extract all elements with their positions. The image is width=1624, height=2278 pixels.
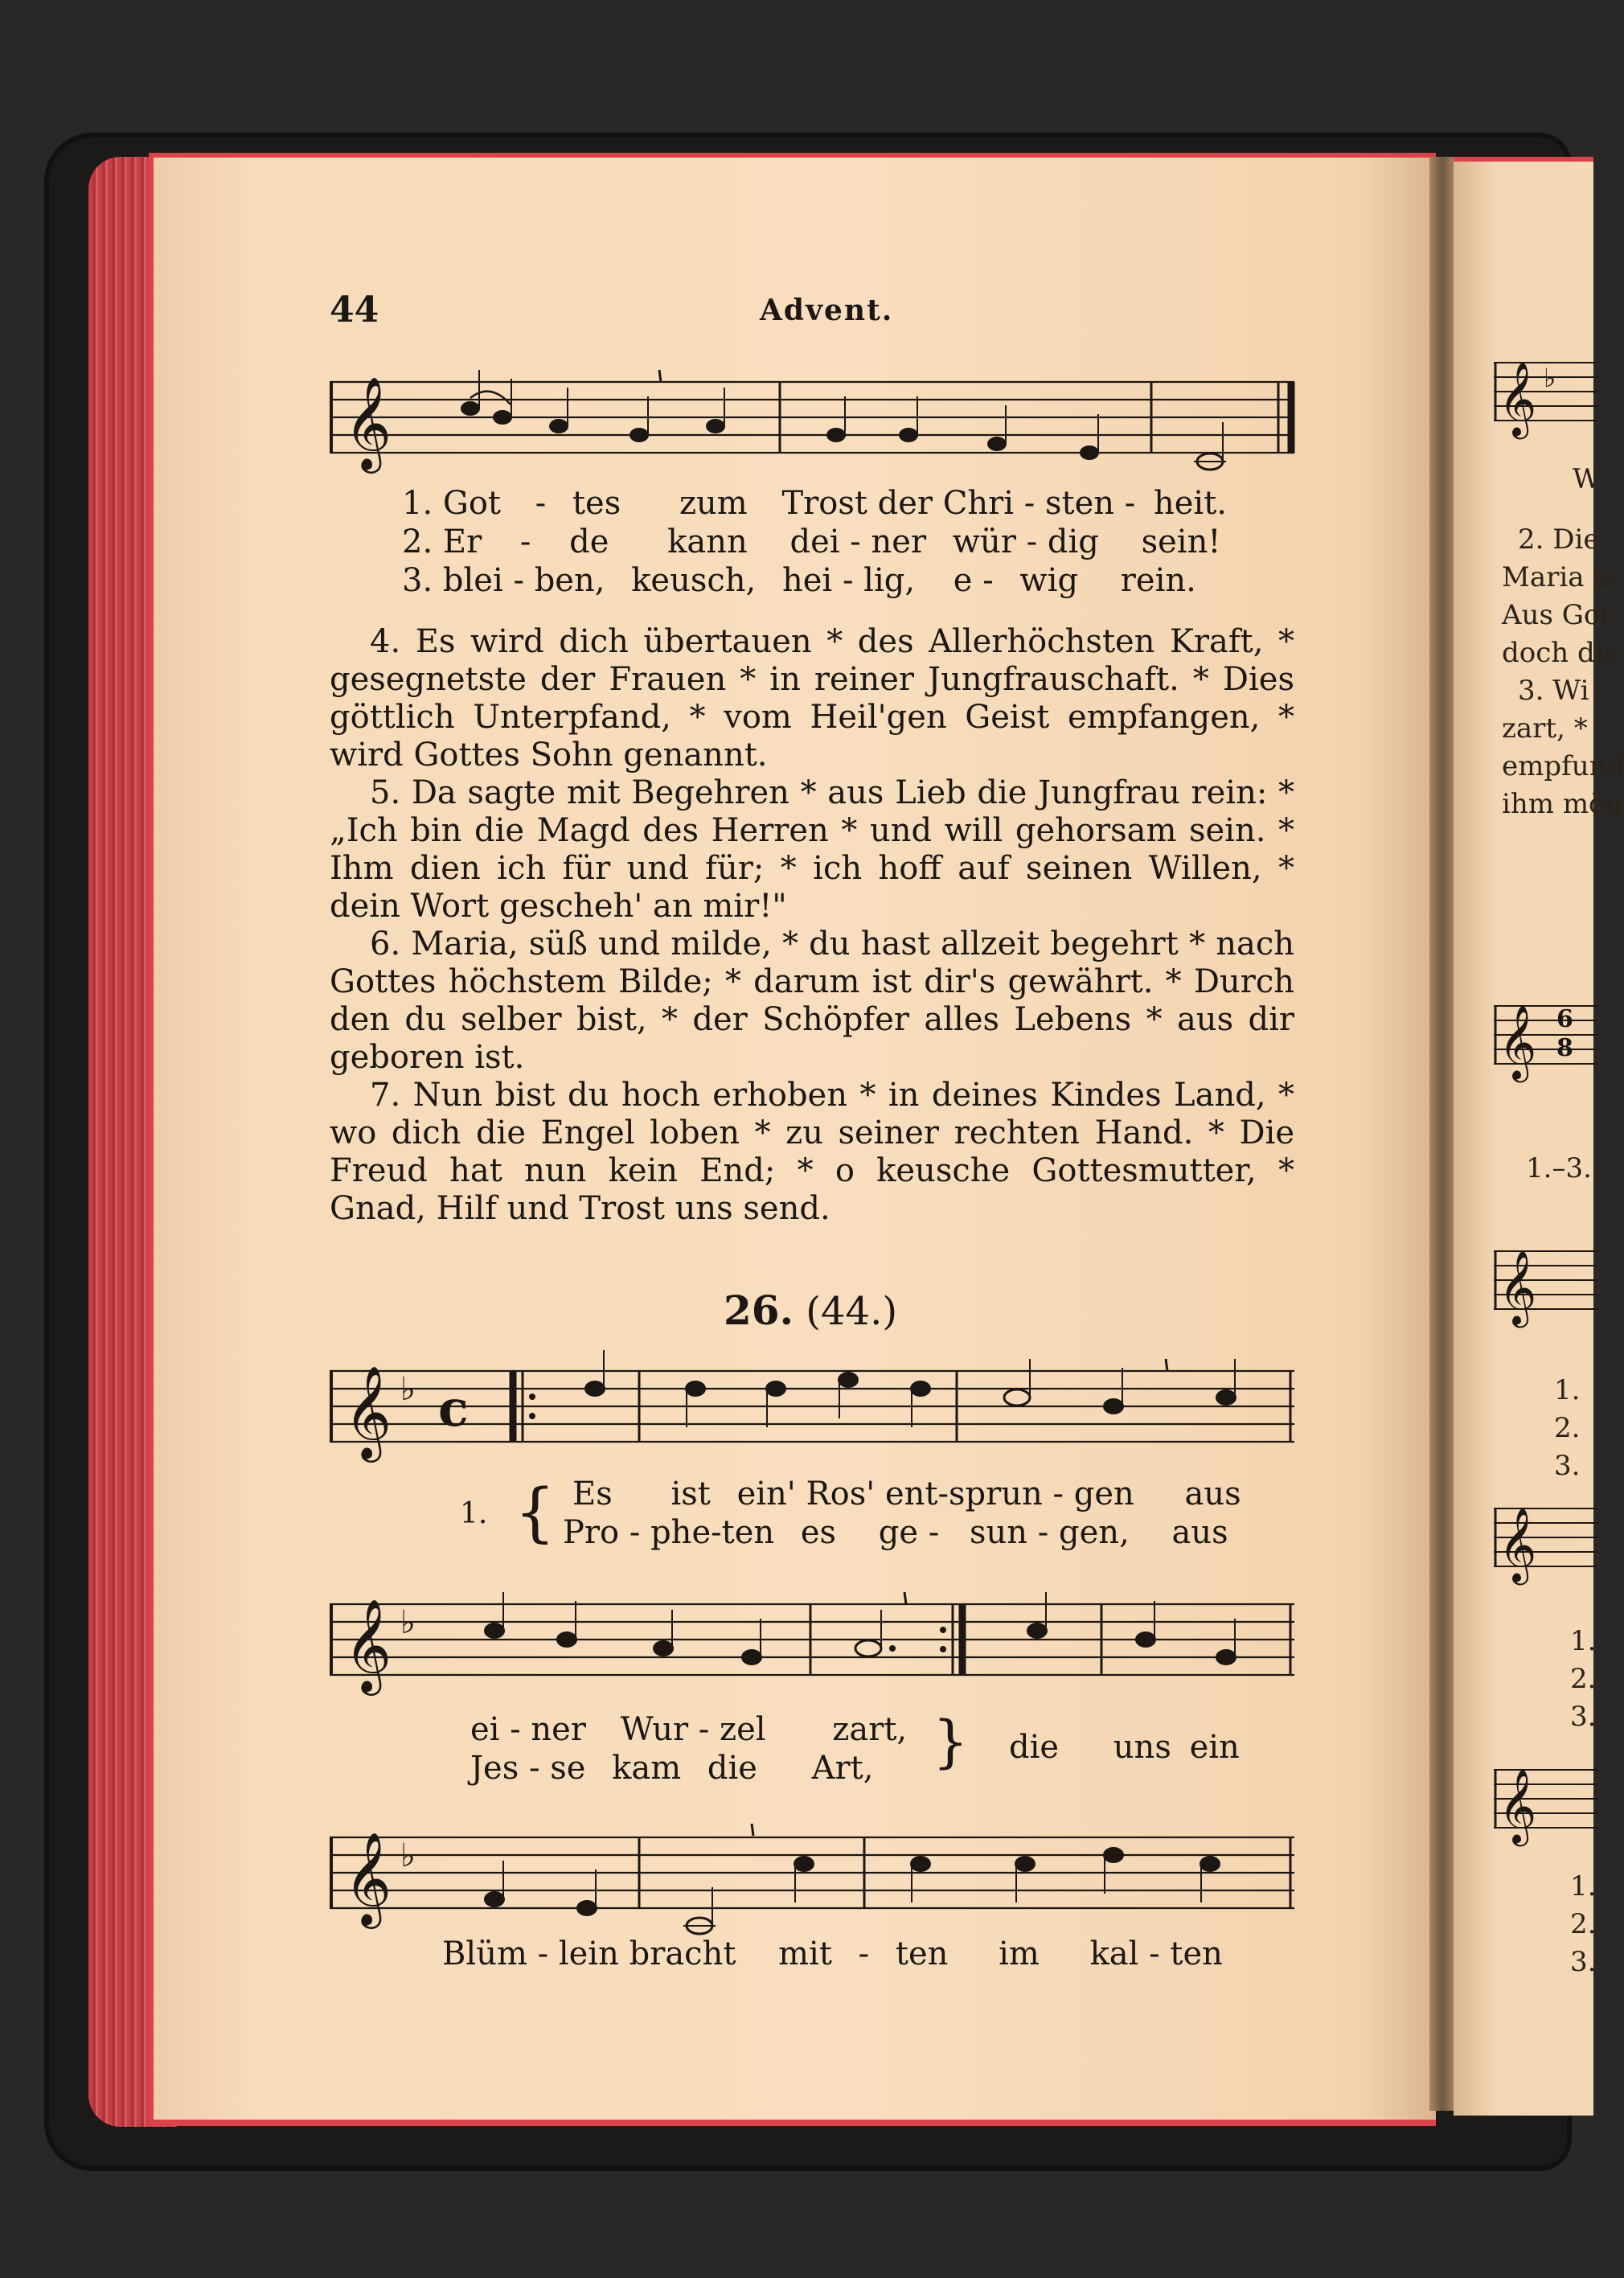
svg-text:c: c <box>438 1379 469 1438</box>
lyric-line-sys2-top: ei - ner Wur - zel zart, <box>470 1711 908 1748</box>
svg-text:♭: ♭ <box>400 1371 416 1408</box>
verse-label: 1. <box>460 1497 488 1530</box>
page-title: Advent. <box>760 293 894 327</box>
lyric-line-2: 2. Er - de kann dei - ner wür - dig sein! <box>402 523 1221 560</box>
svg-text:𝄞: 𝄞 <box>1499 1507 1537 1582</box>
right-staff-5 <box>1494 1762 1598 1842</box>
svg-text:♭: ♭ <box>1544 363 1556 393</box>
right-staff-3 <box>1494 1243 1598 1324</box>
lyric-line-sys3: Blüm - lein bracht mit - ten im kal - ten <box>442 1935 1223 1972</box>
lyric-line-sys1-bottom: Pro - phe-ten es ge - sun - gen, aus <box>563 1514 1228 1551</box>
music-staff-hymn25 <box>330 366 1302 495</box>
svg-text:6: 6 <box>1556 1005 1573 1033</box>
verse-4: 4. Es wird dich übertauen * des Allerhöchsten Kraft, * gesegnetste der Frauen * in reiner Jungfrauschaft. * Dies göttlich Unterpfand, * vom Heil'gen Geist empfangen, * wird Gottes Sohn genannt. <box>330 623 1294 774</box>
right-staff-4 <box>1494 1500 1598 1581</box>
svg-text:𝄞: 𝄞 <box>344 1598 392 1692</box>
lyric-line-1: 1. Got - tes zum Trost der Chri - sten - heit. <box>402 485 1228 522</box>
music-staff-hymn26-system-1 <box>330 1355 1302 1467</box>
verse-5: 5. Da sagte mit Begehren * aus Lieb die Jungfrau rein: * „Ich bin die Magd des Herren * und will gehorsam sein. * Ihm dien ich für und für; * ich hoff auf seinen Willen, * dein Wort gescheh' an mir!" <box>330 774 1294 925</box>
svg-text:♭: ♭ <box>400 1604 416 1641</box>
svg-text:𝄞: 𝄞 <box>1499 1768 1537 1843</box>
lyric-brace-closing: } <box>933 1709 969 1775</box>
svg-text:𝄞: 𝄞 <box>1499 1004 1537 1079</box>
right-staff-1 <box>1494 355 1598 435</box>
right-staff-2 <box>1494 998 1598 1078</box>
music-staff-hymn26-system-2 <box>330 1588 1302 1701</box>
svg-text:8: 8 <box>1556 1034 1573 1062</box>
svg-text:𝄞: 𝄞 <box>344 1365 392 1459</box>
svg-text:𝄞: 𝄞 <box>344 376 392 470</box>
book-gutter <box>1429 157 1455 2111</box>
lyric-brace: { <box>515 1475 556 1549</box>
lyric-line-sys2-tail: die uns ein <box>1009 1729 1240 1766</box>
svg-text:𝄞: 𝄞 <box>344 1831 392 1925</box>
right-page-fragment: 𝄞 ♭ W 2. Die Maria is Aus Got doch die 3. Wi zart, * empfund ihm mög 𝄞 6 8 1.–3. 𝄞 1. 2. 3. 𝄞 1. 2. 3. 𝄞 1. 2. 3. <box>1454 157 1593 2116</box>
lyric-line-3: 3. blei - ben, keusch, hei - lig, e - wig rein. <box>402 562 1196 599</box>
lyric-line-sys2-bottom: Jes - se kam die Art, <box>470 1750 874 1787</box>
verse-6: 6. Maria, süß und milde, * du hast allzeit begehrt * nach Gottes höchstem Bilde; * darum ist dir's gewährt. * Durch den du selber bist, * der Schöpfer alles Lebens * aus dir geboren ist. <box>330 926 1294 1076</box>
verse-text-block <box>330 623 1294 1228</box>
page-number: 44 <box>330 289 379 330</box>
verse-7: 7. Nun bist du hoch erhoben * in deines Kindes Land, * wo dich die Engel loben * zu seiner rechten Hand. * Die Freud hat nun kein End; * o keusche Gottesmutter, * Gnad, Hilf und Trost uns send. <box>330 1077 1294 1227</box>
svg-text:♭: ♭ <box>400 1837 416 1874</box>
svg-text:𝄞: 𝄞 <box>1499 1250 1537 1324</box>
hymn-number: 26. (44.) <box>724 1287 898 1334</box>
music-staff-hymn26-system-3 <box>330 1821 1302 1942</box>
lyric-line-sys1-top: Es ist ein' Ros' ent-sprun - gen aus <box>572 1476 1241 1513</box>
svg-text:𝄞: 𝄞 <box>1499 361 1537 436</box>
